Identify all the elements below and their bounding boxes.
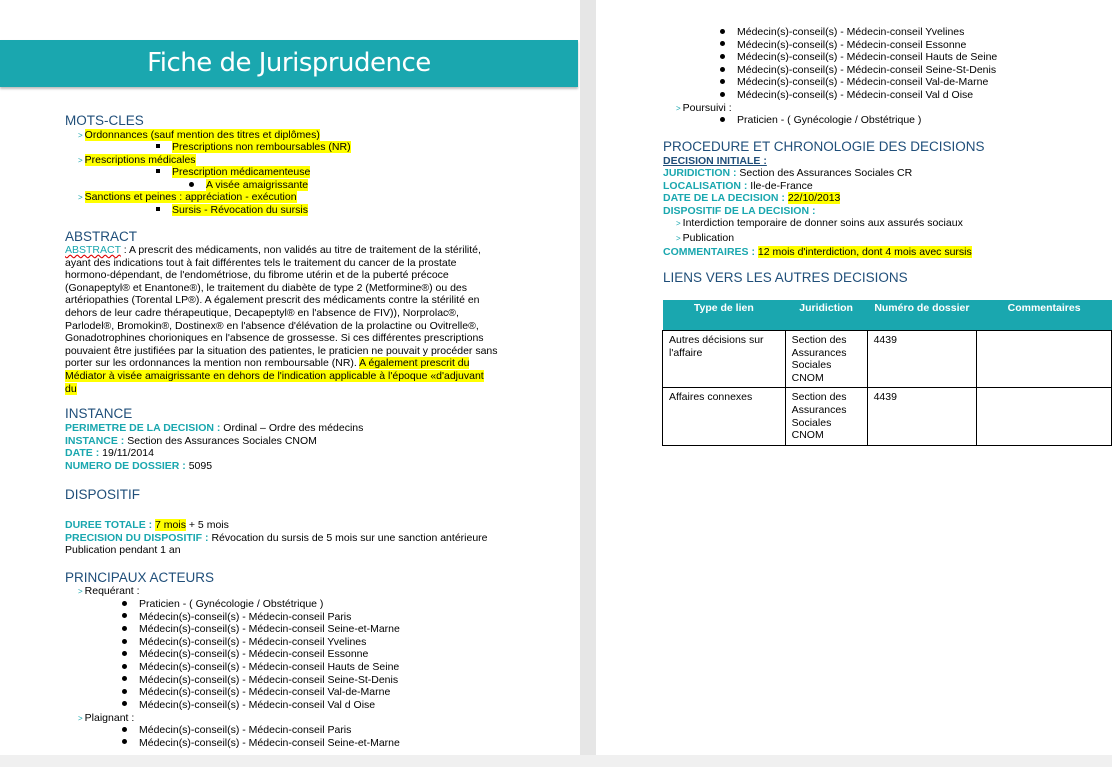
plaignant-list <box>122 724 400 749</box>
list-item: Médecin(s)-conseil(s) - Médecin-conseil Hauts de Seine <box>720 51 997 64</box>
round-bullet-icon <box>720 117 725 122</box>
keyword-line: Sursis - Révocation du sursis <box>156 204 308 217</box>
list-item: Médecin(s)-conseil(s) - Médecin-conseil Yvelines <box>122 636 400 649</box>
poursuivi-label: > Poursuivi : <box>676 102 732 114</box>
dispositif-heading: DISPOSITIF <box>65 487 141 502</box>
cell-commentaires <box>977 388 1112 445</box>
perimetre-field: PERIMETRE DE LA DECISION : Ordinal – Ordre des médecins <box>65 422 364 434</box>
list-item: Médecin(s)-conseil(s) - Médecin-conseil Paris <box>122 724 400 737</box>
cell-numero: 4439 <box>867 388 977 445</box>
cell-commentaires <box>977 331 1112 388</box>
dispositif-item: > Interdiction temporaire de donner soins aux assurés sociaux <box>676 217 963 229</box>
keyword-line: Prescriptions non remboursables (NR) <box>156 141 351 154</box>
round-bullet-icon <box>720 67 725 72</box>
cell-type: Autres décisions sur l'affaire <box>663 331 786 388</box>
list-item: Médecin(s)-conseil(s) - Médecin-conseil Hauts de Seine <box>122 661 400 674</box>
round-bullet-icon <box>720 92 725 97</box>
list-item: Médecin(s)-conseil(s) - Médecin-conseil Yvelines <box>720 26 997 39</box>
decision-initiale-label: DECISION INITIALE : <box>663 155 767 167</box>
list-item: Médecin(s)-conseil(s) - Médecin-conseil Essonne <box>720 39 997 52</box>
list-item: Médecin(s)-conseil(s) - Médecin-conseil Val-de-Marne <box>122 686 400 699</box>
arrow-icon: > <box>78 193 83 202</box>
round-bullet-icon <box>122 639 127 644</box>
keyword-line: > Prescriptions médicales <box>78 154 196 166</box>
page-title: Fiche de Jurisprudence <box>0 40 578 87</box>
list-item: Praticien - ( Gynécologie / Obstétrique ) <box>122 598 400 611</box>
duree-field: DUREE TOTALE : 7 mois + 5 mois <box>65 519 229 531</box>
arrow-icon: > <box>676 219 681 228</box>
list-item: Praticien - ( Gynécologie / Obstétrique ) <box>720 114 921 127</box>
commentaires-field: COMMENTAIRES : 12 mois d'interdiction, dont 4 mois avec sursis <box>663 246 972 258</box>
round-bullet-icon <box>122 701 127 706</box>
publication-text: Publication pendant 1 an <box>65 544 181 556</box>
round-bullet-icon <box>189 182 194 187</box>
round-bullet-icon <box>720 54 725 59</box>
round-bullet-icon <box>122 739 127 744</box>
date-decision-field: DATE DE LA DECISION : 22/10/2013 <box>663 192 841 204</box>
column-header: Numéro de dossier <box>867 300 977 331</box>
list-item: Médecin(s)-conseil(s) - Médecin-conseil Val-de-Marne <box>720 76 997 89</box>
dossier-field: NUMERO DE DOSSIER : 5095 <box>65 460 213 472</box>
abstract-heading: ABSTRACT <box>65 229 138 244</box>
requerant-list <box>122 598 400 711</box>
column-header: Juridiction <box>785 300 867 331</box>
plaignant-label: > Plaignant : <box>78 712 135 724</box>
requerant-label: > Requérant : <box>78 585 140 597</box>
round-bullet-icon <box>122 676 127 681</box>
list-item: Médecin(s)-conseil(s) - Médecin-conseil Seine-et-Marne <box>122 737 400 750</box>
liens-table <box>662 300 1112 446</box>
dispositif-decision-label: DISPOSITIF DE LA DECISION : <box>663 205 816 217</box>
cell-juridiction: Section des Assurances Sociales CNOM <box>785 331 867 388</box>
round-bullet-icon <box>122 601 127 606</box>
instance-field: INSTANCE : Section des Assurances Sociales CNOM <box>65 435 317 447</box>
arrow-icon: > <box>78 714 83 723</box>
arrow-icon: > <box>676 104 681 113</box>
arrow-icon: > <box>78 156 83 165</box>
square-bullet-icon <box>156 207 160 211</box>
cell-juridiction: Section des Assurances Sociales CNOM <box>785 388 867 445</box>
date-field: DATE : 19/11/2014 <box>65 447 154 459</box>
localisation-field: LOCALISATION : Ile-de-France <box>663 180 813 192</box>
list-item: Médecin(s)-conseil(s) - Médecin-conseil Seine-St-Denis <box>122 674 400 687</box>
arrow-icon: > <box>78 587 83 596</box>
keyword-line: A visée amaigrissante <box>189 179 308 192</box>
square-bullet-icon <box>156 169 160 173</box>
round-bullet-icon <box>122 651 127 656</box>
keyword-line: > Ordonnances (sauf mention des titres et diplômes) <box>78 129 320 141</box>
column-header: Type de lien <box>663 300 786 331</box>
list-item: Médecin(s)-conseil(s) - Médecin-conseil Seine-et-Marne <box>122 623 400 636</box>
round-bullet-icon <box>720 79 725 84</box>
keyword-line: > Sanctions et peines : appréciation - exécution <box>78 191 297 203</box>
arrow-icon: > <box>676 234 681 243</box>
round-bullet-icon <box>122 664 127 669</box>
precision-field: PRECISION DU DISPOSITIF : Révocation du sursis de 5 mois sur une sanction antérieure <box>65 532 488 544</box>
procedure-heading: PROCEDURE ET CHRONOLOGIE DES DECISIONS <box>663 139 985 154</box>
list-item: Médecin(s)-conseil(s) - Médecin-conseil Paris <box>122 611 400 624</box>
mots-cles-heading: MOTS-CLES <box>65 113 144 128</box>
square-bullet-icon <box>156 144 160 148</box>
round-bullet-icon <box>122 727 127 732</box>
list-item: Médecin(s)-conseil(s) - Médecin-conseil Essonne <box>122 648 400 661</box>
round-bullet-icon <box>122 626 127 631</box>
column-header: Commentaires <box>977 300 1112 331</box>
status-bar <box>0 755 1112 767</box>
table-row <box>663 388 1112 445</box>
round-bullet-icon <box>720 41 725 46</box>
list-item: Médecin(s)-conseil(s) - Médecin-conseil Seine-St-Denis <box>720 64 997 77</box>
arrow-icon: > <box>78 131 83 140</box>
table-header-row <box>663 300 1112 331</box>
dispositif-item: > Publication <box>676 232 735 244</box>
cell-numero: 4439 <box>867 331 977 388</box>
instance-heading: INSTANCE <box>65 406 133 421</box>
keyword-line: Prescription médicamenteuse <box>156 166 310 179</box>
round-bullet-icon <box>122 689 127 694</box>
table-row <box>663 331 1112 388</box>
cell-type: Affaires connexes <box>663 388 786 445</box>
list-item: Médecin(s)-conseil(s) - Médecin-conseil Val d Oise <box>122 699 400 712</box>
list-item: Médecin(s)-conseil(s) - Médecin-conseil Val d Oise <box>720 89 997 102</box>
acteurs-heading: PRINCIPAUX ACTEURS <box>65 570 215 585</box>
abstract-text: ABSTRACT : A prescrit des médicaments, non validés au titre de traitement de la stérilité, ayant des indications tout à fait différentes tels le traitement du cancer de la prostate hormono-dépendant, de l'endométriose, du fibrome utérin et de la puberté précoce (Gonapeptyl® et Enantone®), le traitement du diabète de type 2 (Metformine®) ou des artériopathies (Torental LP®). A également prescrit des médicaments contre la stérilité en dehors de leur cadre thérapeutique, Decapeptyl® en l'absence de FIV)), Norprolac®, Parlodel®, Bromokin®, Dostinex® en l'absence d'élévation de la prolactine ou Ovitrelle®, Gonadotrophines chorioniques en l'absence de grossesse. Si ces différentes prescriptions pouvaient être justifiées par la situation des patientes, le praticien ne pouvait y procéder sans porter sur les ordonnances la mention non remboursable (NR). A également prescrit du Médiator à visée amaigrissante en dehors de l'indication applicable à l'époque «d'adjuvant du <box>65 244 498 395</box>
round-bullet-icon <box>122 613 127 618</box>
juridiction-field: JURIDICTION : Section des Assurances Sociales CR <box>663 167 913 179</box>
document-page-2 <box>596 0 1112 755</box>
round-bullet-icon <box>720 29 725 34</box>
plaignant-list-continued <box>720 26 997 102</box>
liens-heading: LIENS VERS LES AUTRES DECISIONS <box>663 270 908 285</box>
